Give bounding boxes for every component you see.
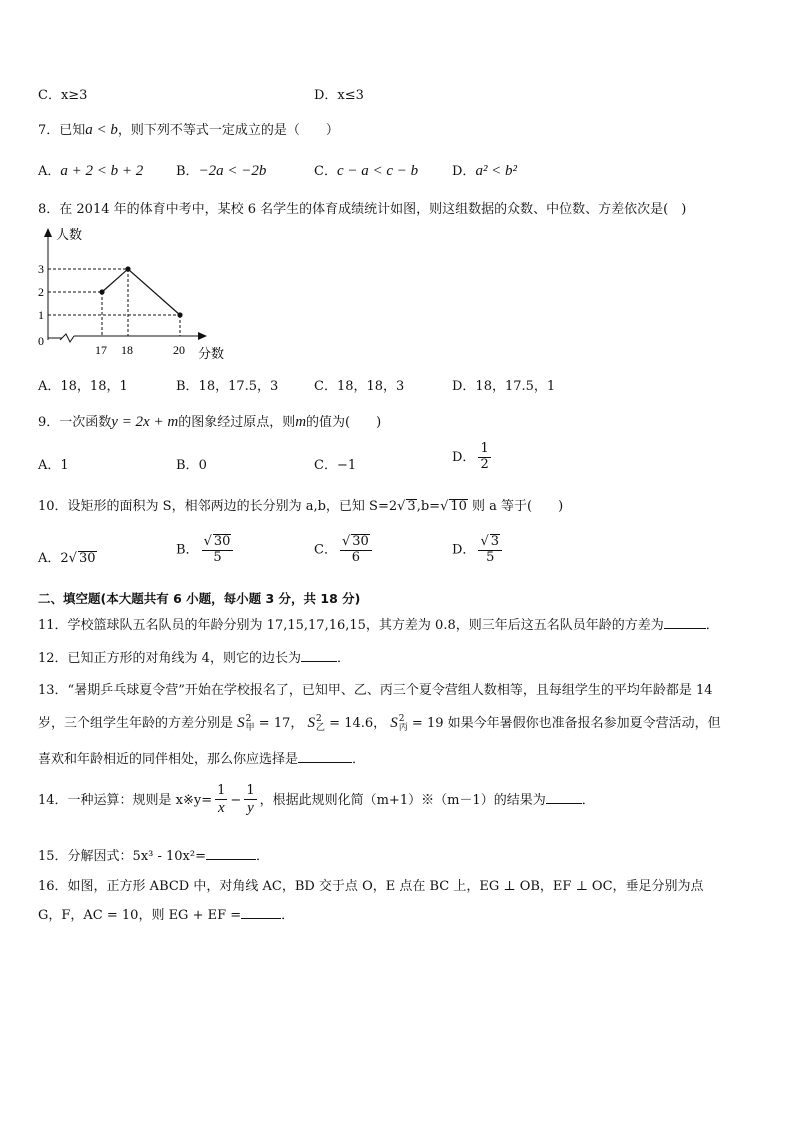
y-tick-1: 1 [38, 308, 44, 322]
q7-condition: a < b [85, 122, 118, 138]
y-tick-3: 3 [38, 262, 44, 276]
answer-blank [206, 847, 256, 860]
x-tick-18: 18 [121, 343, 133, 357]
q9-function: y = 2x + m [111, 414, 179, 430]
q10-option-d: D． $\frac{√ 3}{5}$ [452, 534, 505, 566]
answer-blank [298, 750, 352, 763]
y-axis-arrow [44, 228, 52, 237]
section-2-title: 二、填空题(本大题共有 6 小题，每小题 3 分，共 18 分) [38, 591, 361, 606]
q9-option-a: A．1 [38, 458, 69, 473]
question-9-stem: 9．一次函数y = 2x + m的图象经过原点，则m的值为( ) [38, 414, 382, 430]
question-16-line-1: 16．如图，正方形 ABCD 中，对角线 AC，BD 交于点 O，E 点在 BC 上，EG ⊥ OB，EF ⊥ OC，垂足分别为点 [38, 879, 704, 894]
q8-option-c: C．18，18，3 [314, 379, 405, 394]
q8-option-d: D．18，17.5，1 [452, 379, 556, 394]
question-14: 14．一种运算：规则是 x※y= $\frac{1}{x}$ − $\frac{1}{y}$ ，根据此规则化简（m+1）※（m－1）的结果为 ． [38, 783, 595, 816]
question-13-line-1: 13．“暑期乒乓球夏令营”开始在学校报名了，已知甲、乙、丙三个夏令营组人数相等，且每组学生的平均年龄都是 14 [38, 683, 713, 698]
q10-option-b: B． $\frac{√ 30}{5}$ [176, 534, 236, 566]
y-tick-2: 2 [38, 285, 44, 299]
score-frequency-chart [30, 224, 240, 364]
x-axis-label: 分数 [198, 346, 225, 361]
q9-option-c: C．−1 [314, 458, 357, 473]
y-axis-label: 人数 [56, 227, 83, 242]
data-point-18 [125, 266, 130, 271]
axis-break [60, 334, 74, 342]
q9-option-d: D． $\frac{1}{2}$ [452, 441, 489, 472]
question-10-stem: 10．设矩形的面积为 S，相邻两边的长分别为 a,b，已知 S=2√ 3,b=√ 10 则 a 等于( ) [38, 499, 564, 514]
x-axis-arrow [198, 332, 207, 340]
question-7-stem [38, 119, 339, 139]
q6-option-d: D．x≤3 [314, 88, 364, 103]
q7-suffix: ，则下列不等式一定成立的是（ ） [117, 123, 339, 138]
x-tick-20: 20 [173, 343, 185, 357]
x-tick-17: 17 [95, 343, 107, 357]
answer-blank [301, 649, 337, 662]
q9-option-b: B．0 [176, 458, 207, 473]
answer-blank [546, 791, 582, 804]
answer-blank [241, 906, 281, 919]
q10-option-a: A．2√ 30 [38, 551, 96, 566]
q7-option-b: B．−2a < −2b [176, 163, 267, 179]
q8-option-b: B．18，17.5，3 [176, 379, 279, 394]
q7-option-d: D．a² < b² [452, 163, 518, 179]
question-12: 12．已知正方形的对角线为 4，则它的边长为 ． [38, 651, 350, 666]
data-point-20 [177, 312, 182, 317]
q8-option-a: A．18，18，1 [38, 379, 128, 394]
question-13-line-2: 岁，三个组学生年龄的方差分别是 S 2 甲 = 17， S 2 乙 = 14.6， S 2 丙 = 19 如果今年暑假你也准备报名参加夏令营活动，但 [38, 713, 721, 733]
q10-option-c: C． $\frac{√ 30}{6}$ [314, 534, 375, 566]
fraction: $\frac{1}{2}$ [480, 441, 489, 472]
data-point-17 [99, 289, 104, 294]
q7-option-a: A．a + 2 < b + 2 [38, 163, 144, 179]
question-8-stem: 8．在 2014 年的体育中考中，某校 6 名学生的体育成绩统计如图，则这组数据的众数、中位数、方差依次是( ) [38, 202, 687, 217]
y-tick-0: 0 [38, 334, 44, 348]
question-15: 15．分解因式：5x³ - 10x²= ． [38, 849, 270, 864]
question-16-line-2: G，F，AC = 10，则 EG + EF = ． [38, 908, 295, 923]
answer-blank [664, 616, 706, 629]
q7-prefix: 7．已知 [38, 123, 86, 138]
q6-option-c: C．x≥3 [38, 88, 88, 103]
q7-option-c: C．c − a < c − b [314, 163, 419, 179]
series-line [102, 269, 180, 315]
question-11: 11．学校篮球队五名队员的年龄分别为 17,15,17,16,15，其方差为 0.8，则三年后这五名队员年龄的方差为 ． [38, 618, 719, 633]
question-13-line-3: 喜欢和年龄相近的同伴相处，那么你应选择是 ． [38, 752, 366, 767]
